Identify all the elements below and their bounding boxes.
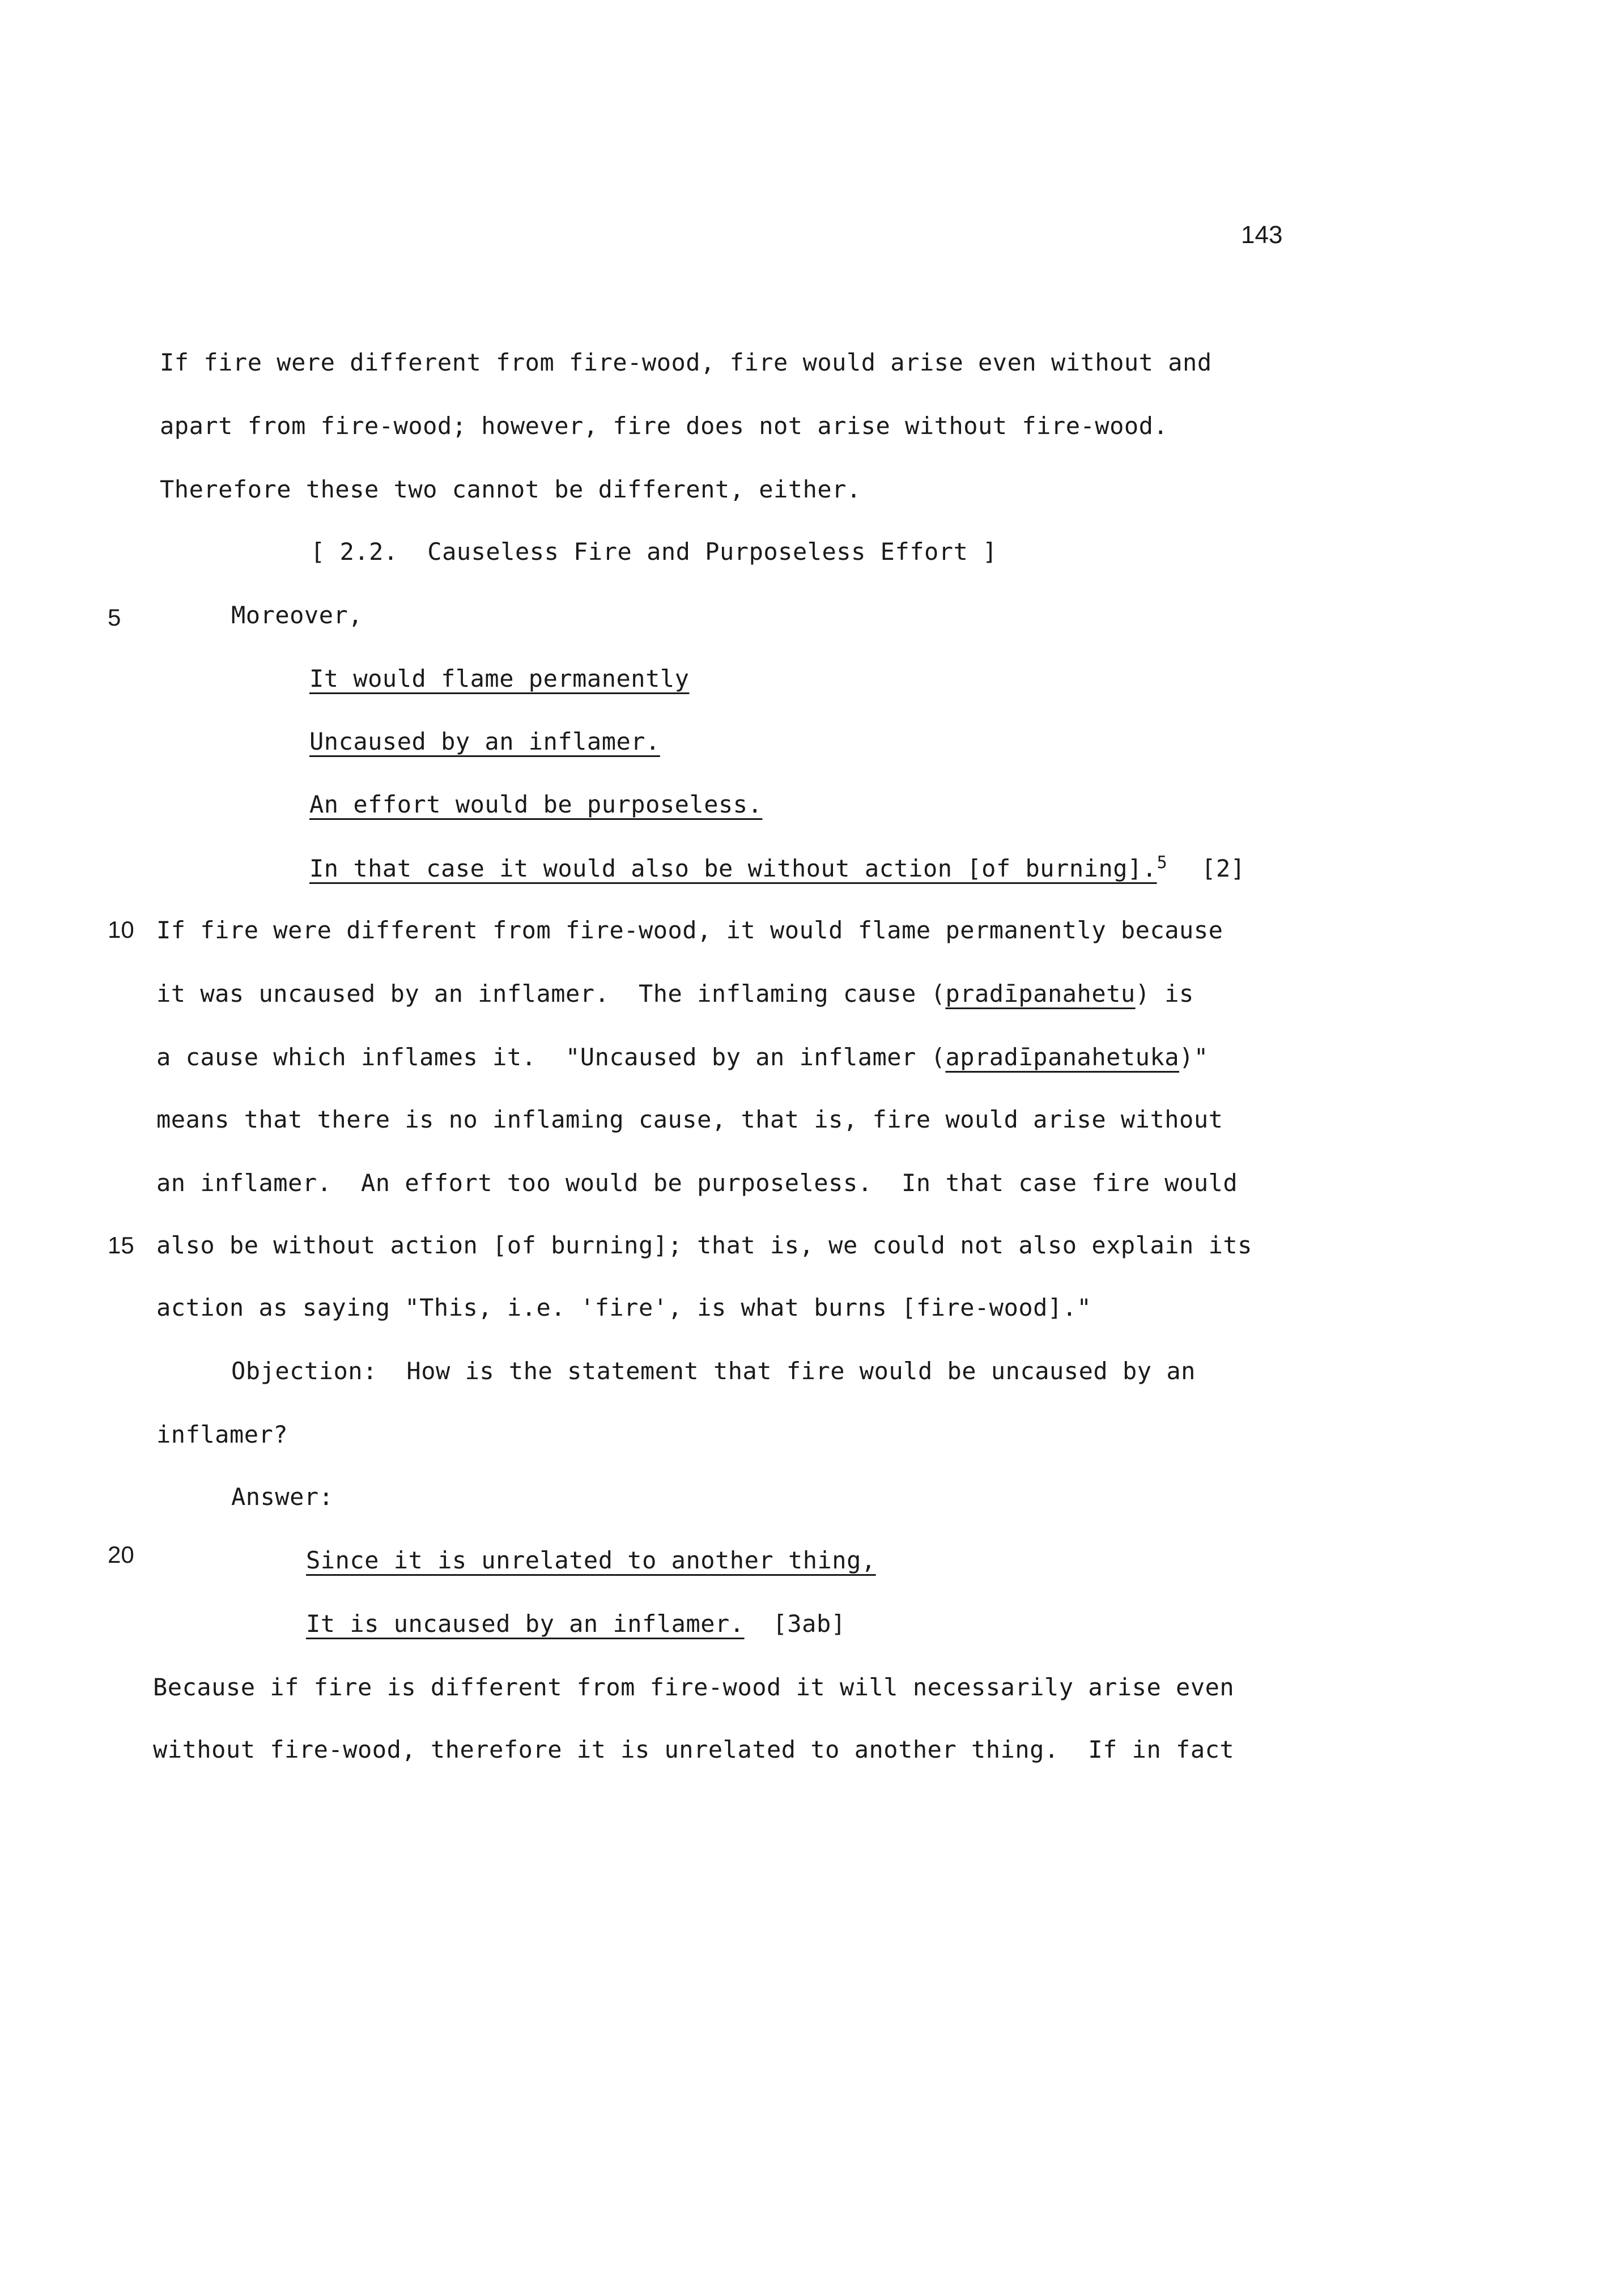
verse-line: Uncaused by an inflamer.: [309, 728, 660, 755]
verse-line: [306, 1608, 846, 1640]
verse-number: [3ab]: [772, 1610, 846, 1638]
line-number-5: 5: [108, 604, 121, 631]
text-line: Therefore these two cannot be different, either.: [160, 475, 861, 503]
text-line: Objection: How is the statement that fire would be uncaused by an: [231, 1357, 1196, 1385]
verse-line: An effort would be purposeless.: [309, 790, 763, 818]
section-heading: [ 2.2. Causeless Fire and Purposeless Effort ]: [311, 538, 997, 566]
text-segment: )": [1179, 1043, 1209, 1071]
sanskrit-term: pradīpanahetu: [945, 980, 1136, 1007]
text-line: an inflamer. An effort too would be purposeless. In that case fire would: [156, 1169, 1238, 1197]
verse-text: It is uncaused by an inflamer.: [306, 1610, 745, 1638]
sanskrit-term: apradīpanahetuka: [945, 1043, 1180, 1071]
text-line: [156, 1041, 1209, 1073]
text-segment: a cause which inflames it. "Uncaused by an inflamer (: [156, 1043, 946, 1071]
verse-line: It would flame permanently: [309, 665, 690, 692]
text-line: If fire were different from fire-wood, it would flame permanently because: [156, 916, 1223, 944]
verse-line: [309, 853, 1245, 885]
line-number-20: 20: [108, 1541, 134, 1568]
footnote-marker: 5: [1157, 853, 1168, 873]
text-line: Answer:: [231, 1483, 334, 1511]
text-line: action as saying "This, i.e. 'fire', is what burns [fire-wood].": [156, 1294, 1092, 1321]
text-line: If fire were different from fire-wood, fire would arise even without and: [160, 348, 1212, 376]
page-number: 143: [1241, 221, 1283, 249]
line-number-10: 10: [108, 916, 134, 943]
text-line: Moreover,: [231, 601, 363, 629]
text-line: [156, 978, 1194, 1010]
line-number-15: 15: [108, 1232, 134, 1258]
text-line: means that there is no inflaming cause, that is, fire would arise without: [156, 1106, 1223, 1133]
verse-line: Since it is unrelated to another thing,: [306, 1546, 876, 1574]
text-line: Because if fire is different from fire-wood it will necessarily arise even: [153, 1673, 1235, 1701]
verse-text: In that case it would also be without action [of burning].: [309, 854, 1157, 882]
text-segment: ) is: [1135, 980, 1194, 1007]
text-segment: it was uncaused by an inflamer. The inflaming cause (: [156, 980, 946, 1007]
text-line: without fire-wood, therefore it is unrelated to another thing. If in fact: [153, 1736, 1235, 1763]
verse-number: [2]: [1201, 854, 1245, 882]
text-line: inflamer?: [156, 1421, 288, 1448]
text-line: also be without action [of burning]; that is, we could not also explain its: [156, 1231, 1252, 1259]
text-line: apart from fire-wood; however, fire does not arise without fire-wood.: [160, 412, 1168, 440]
